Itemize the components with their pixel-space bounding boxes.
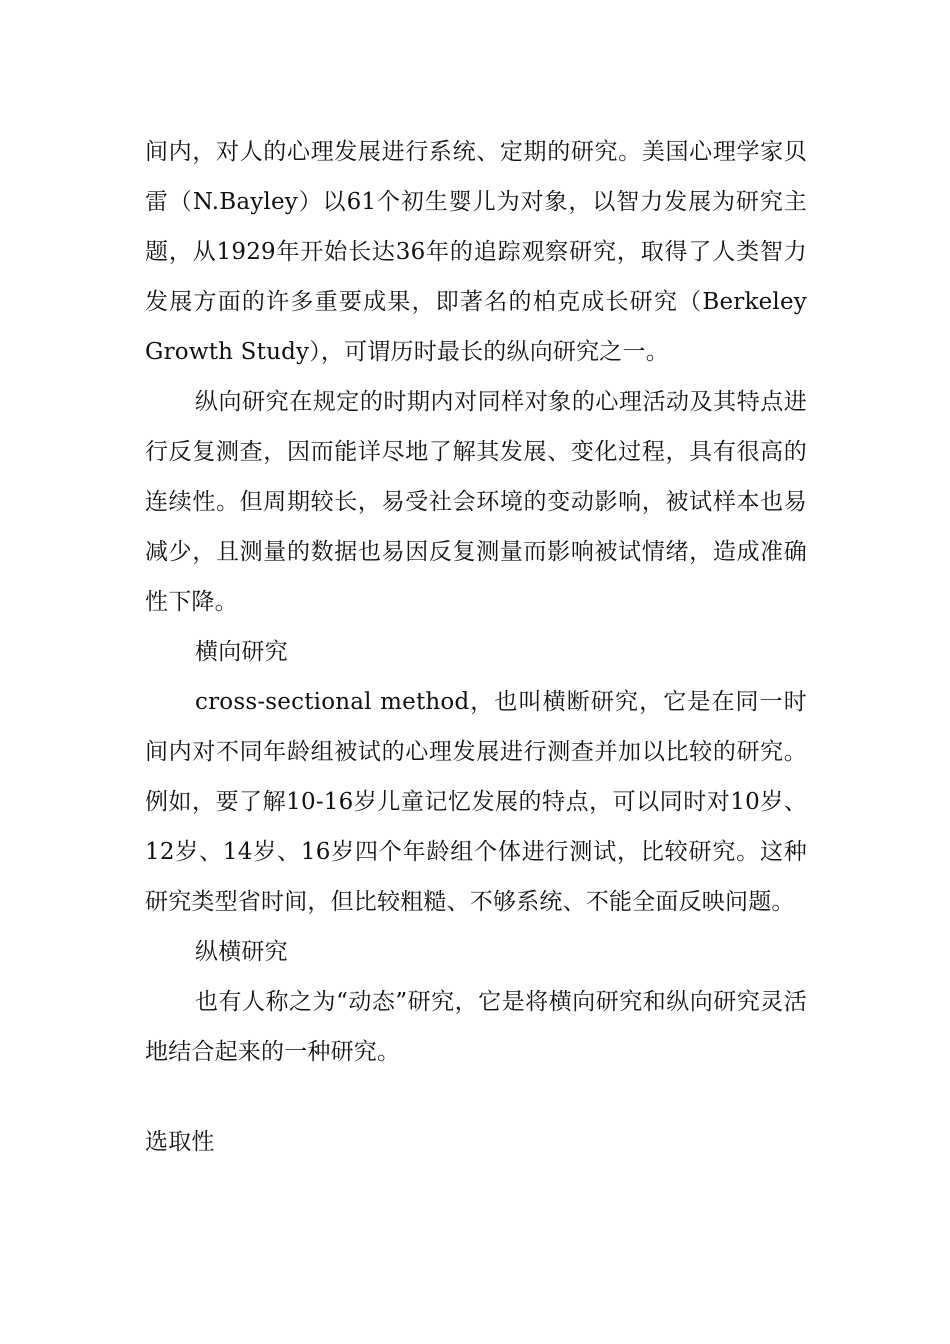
section-heading-selection: 选取性: [145, 1129, 215, 1155]
paragraph-sequential: 也有人称之为“动态”研究，它是将横向研究和纵向研究灵活地结合起来的一种研究。: [145, 989, 807, 1065]
heading-cross-sectional: 横向研究: [195, 639, 288, 665]
paragraph-longitudinal-evaluation: 纵向研究在规定的时期内对同样对象的心理活动及其特点进行反复测查，因而能详尽地了解其发展、变化过程，具有很高的连续性。但周期较长，易受社会环境的变动影响，被试样本也易减少，且测量的数据也易因反复测量而影响被试情绪，造成准确性下降。: [145, 389, 807, 615]
paragraph-cross-sectional: cross-sectional method，也叫横断研究，它是在同一时间内对不同年龄组被试的心理发展进行测查并加以比较的研究。例如，要了解10-16岁儿童记忆发展的特点，可以同时对10岁、12岁、14岁、16岁四个年龄组个体进行测试，比较研究。这种研究类型省时间，但比较粗糙、不够系统、不能全面反映问题。: [145, 689, 807, 915]
heading-sequential: 纵横研究: [195, 939, 288, 965]
paragraph-longitudinal-example: 间内，对人的心理发展进行系统、定期的研究。美国心理学家贝雷（N.Bayley）以61个初生婴儿为对象，以智力发展为研究主题，从1929年开始长达36年的追踪观察研究，取得了人类智力发展方面的许多重要成果，即著名的柏克成长研究（Berkeley Growth Study），可谓历时最长的纵向研究之一。: [145, 139, 807, 365]
document-page: [145, 127, 807, 1167]
